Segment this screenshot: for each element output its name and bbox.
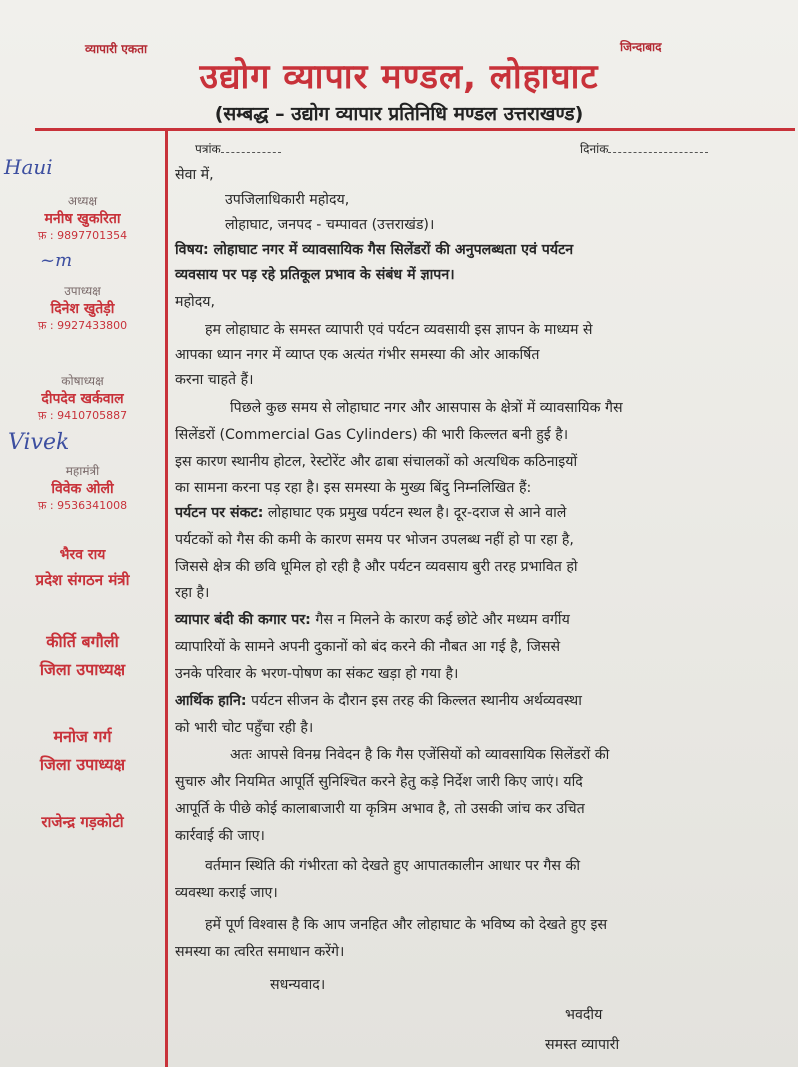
date-blank [608,142,708,153]
office-bearer-name: मनीष खुकरिता [44,211,121,227]
office-bearer-role: प्रदेश संगठन मंत्री [35,571,130,589]
signature-2: ~m [40,250,73,271]
office-bearer-name: भैरव राय [59,547,106,563]
office-bearer-treasurer [0,372,165,423]
reference-label: पत्रांक [195,142,221,156]
office-bearer-role: अध्यक्ष [67,194,98,208]
sidebar-divider [165,131,168,1067]
body-line: पिछले कुछ समय से लोहाघाट नगर और आसपास के क्षेत्रों में व्यावसायिक गैस [230,400,623,416]
body-line: का सामना करना पड़ रहा है। इस समस्या के मुख्य बिंदु निम्नलिखित हैं: [175,480,532,496]
body-line: व्यवस्था कराई जाए। [175,885,278,901]
office-bearer-role: कोषाध्यक्ष [61,374,104,388]
office-bearer-name: मनोज गर्ग [53,727,112,746]
body-line: सिलेंडरों (Commercial Gas Cylinders) की भारी किल्लत बनी हुई है। [175,427,569,443]
salutation-to: सेवा में, [175,167,214,183]
body-line: हम लोहाघाट के समस्त व्यापारी एवं पर्यटन व्यवसायी इस ज्ञापन के माध्यम से [205,322,593,338]
office-bearer-name: विवेक ओली [51,481,114,497]
body-line: पर्यटकों को गैस की कमी के कारण समय पर भोजन उपलब्ध नहीं हो पा रहा है, [175,532,574,548]
office-bearer-vice-president [0,282,165,333]
body-line: करना चाहते हैं। [175,372,254,388]
point-tourism [175,503,566,522]
body-line: वर्तमान स्थिति की गंभीरता को देखते हुए आपातकालीन आधार पर गैस की [205,858,581,874]
affiliation-subtitle: (सम्बद्ध – उद्योग व्यापार प्रतिनिधि मण्डल उत्तराखण्ड) [214,103,584,125]
point-business [175,610,570,629]
point-text: पर्यटन सीजन के दौरान इस तरह की किल्लत स्थानीय अर्थव्यवस्था [251,693,582,709]
office-bearer-name: दिनेश खुतेड़ी [50,301,115,317]
office-bearer-phone: फ़ : 9927433800 [37,319,128,332]
greeting: महोदय, [175,294,215,310]
body-line: को भारी चोट पहुँचा रही है। [175,720,314,736]
body-line: आपूर्ति के पीछे कोई कालाबाजारी या कृत्रिम अभाव है, तो उसकी जांच कर उचित [175,801,585,817]
office-bearer-other [0,812,165,832]
office-bearer-phone: फ़ : 9897701354 [37,229,128,242]
organization-title: उद्योग व्यापार मण्डल, लोहाघाट [199,57,599,97]
body-line: हमें पूर्ण विश्वास है कि आप जनहित और लोहाघाट के भविष्य को देखते हुए इस [205,917,608,933]
header-left-tag: व्यापारी एकता [85,42,148,56]
body-line: इस कारण स्थानीय होटल, रेस्टोरेंट और ढाबा संचालकों को अत्यधिक कठिनाइयों [175,454,578,470]
office-bearer-role: जिला उपाध्यक्ष [39,660,126,679]
reference-blank [221,142,281,153]
body-line: आपका ध्यान नगर में व्याप्त एक अत्यंत गंभीर समस्या की ओर आकर्षित [175,347,540,363]
body-line: कार्रवाई की जाए। [175,828,265,844]
date-label: दिनांक [580,142,609,156]
closing: भवदीय [565,1007,603,1023]
reference-number [195,140,281,157]
office-bearer-name: कीर्ति बगौली [46,632,119,651]
body-line: अतः आपसे विनम्र निवेदन है कि गैस एजेंसियों को व्यावसायिक सिलेंडरों की [230,747,610,763]
office-bearer-role: उपाध्यक्ष [64,284,101,298]
office-bearer-district-vp-2 [0,725,165,775]
body-line: रहा है। [175,585,210,601]
signature-1: Haui [4,155,53,179]
header-divider [35,128,795,131]
sender: समस्त व्यापारी [545,1037,620,1053]
point-text: लोहाघाट एक प्रमुख पर्यटन स्थल है। दूर-दराज से आने वाले [267,505,567,521]
office-bearer-district-vp-1 [0,630,165,680]
office-bearer-general-secretary [0,462,165,513]
body-line: सुचारु और नियमित आपूर्ति सुनिश्चित करने हेतु कड़े निर्देश जारी किए जाएं। यदि [175,774,583,790]
point-heading: पर्यटन पर संकट: [175,505,264,521]
office-bearer-name: राजेन्द्र गड़कोटी [41,813,124,831]
body-line: समस्या का त्वरित समाधान करेंगे। [175,944,345,960]
header-right-tag: जिन्दाबाद [620,40,662,54]
office-bearer-role: जिला उपाध्यक्ष [39,755,126,774]
subject-line-2: व्यवसाय पर पड़ रहे प्रतिकूल प्रभाव के संबंध में ज्ञापन। [175,267,455,283]
office-bearer-phone: फ़ : 9536341008 [37,499,128,512]
office-bearer-president [0,192,165,243]
date-field [580,140,708,157]
subject-line-1: विषय: लोहाघाट नगर में व्यावसायिक गैस सिलेंडरों की अनुपलब्धता एवं पर्यटन [175,242,574,258]
body-line: व्यापारियों के सामने अपनी दुकानों को बंद करने की नौबत आ गई है, जिससे [175,639,561,655]
office-bearer-name: दीपदेव खर्कवाल [41,391,124,407]
point-heading: व्यापार बंदी की कगार पर: [175,612,311,628]
thanks: सधन्यवाद। [270,977,326,993]
office-bearer-role: महामंत्री [65,464,100,478]
point-heading: आर्थिक हानि: [175,693,247,709]
point-economic [175,691,582,710]
office-bearer-phone: फ़ : 9410705887 [37,409,128,422]
addressee-place: लोहाघाट, जनपद - चम्पावत (उत्तराखंड)। [225,217,435,233]
body-line: जिससे क्षेत्र की छवि धूमिल हो रही है और पर्यटन व्यवसाय बुरी तरह प्रभावित हो [175,559,578,575]
point-text: गैस न मिलने के कारण कई छोटे और मध्यम वर्गीय [315,612,570,628]
addressee-officer: उपजिलाधिकारी महोदय, [225,192,350,208]
body-line: उनके परिवार के भरण-पोषण का संकट खड़ा हो गया है। [175,666,459,682]
signature-3: Vivek [8,430,70,455]
office-bearer-organisation-minister [0,545,165,590]
